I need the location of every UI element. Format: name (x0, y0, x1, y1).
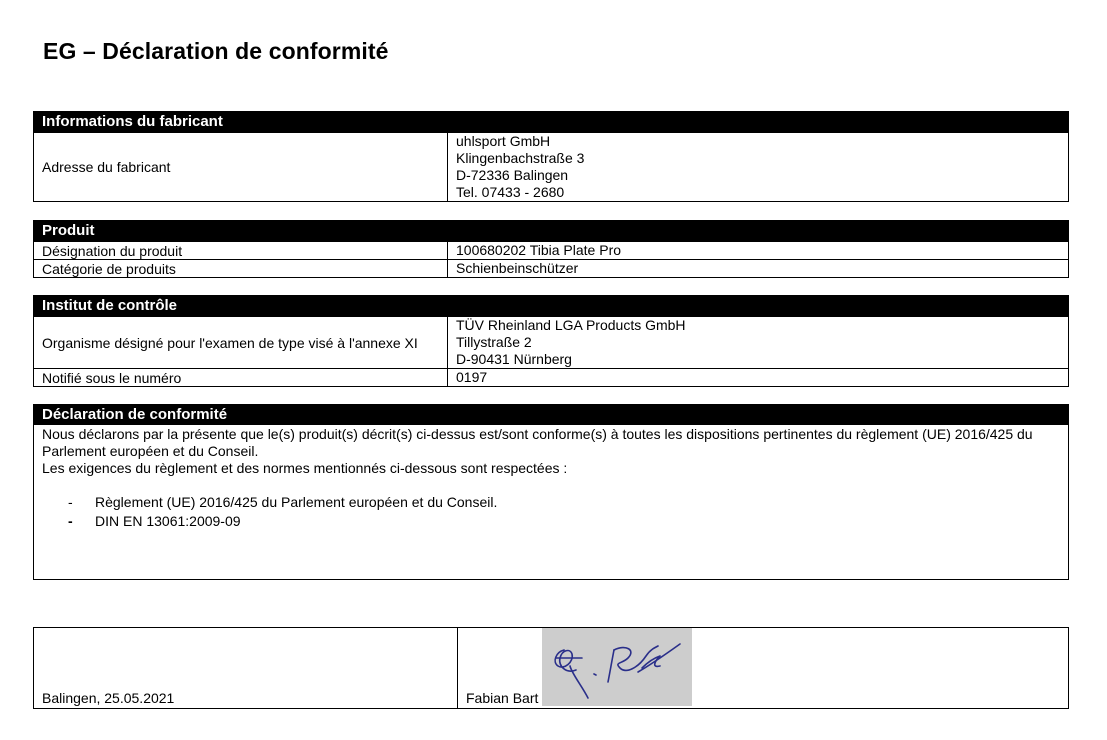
notified-body-label: Organisme désigné pour l'examen de type visé à l'annexe XI (34, 317, 448, 368)
notified-body-line: TÜV Rheinland LGA Products GmbH (456, 317, 686, 333)
institute-header: Institut de contrôle (34, 296, 1068, 316)
product-designation-value: 100680202 Tibia Plate Pro (456, 242, 622, 258)
institute-section (33, 295, 1069, 387)
product-header: Produit (34, 221, 1068, 241)
manufacturer-address-label: Adresse du fabricant (34, 133, 448, 201)
address-line: Tel. 07433 - 2680 (456, 184, 565, 200)
product-designation-label: Désignation du produit (34, 242, 448, 259)
address-line: uhlsport GmbH (456, 133, 551, 149)
declaration-paragraph: Nous déclarons par la présente que le(s) produit(s) décrit(s) ci-dessus est/sont conforme(s) à toutes les dispositions pertinentes du règlement (UE) 2016/425 du Parlement européen et du Conseil. (42, 426, 1033, 459)
signer-name: Fabian Bart (466, 690, 539, 706)
list-item (42, 493, 1060, 512)
page-title: EG – Déclaration de conformité (43, 38, 389, 64)
list-dash: - (68, 513, 73, 529)
standards-list (42, 493, 1060, 531)
product-category-value: Schienbeinschützer (456, 260, 579, 276)
address-line: Klingenbachstraße 3 (456, 150, 585, 166)
declaration-section (33, 404, 1069, 580)
handwritten-signature (542, 628, 692, 706)
manufacturer-header: Informations du fabricant (34, 112, 1068, 132)
place-date: Balingen, 25.05.2021 (42, 690, 175, 706)
notified-body-value (448, 317, 1068, 368)
manufacturer-section (33, 111, 1069, 202)
notified-number-label: Notifié sous le numéro (34, 369, 448, 386)
list-item-text: Règlement (UE) 2016/425 du Parlement européen et du Conseil. (95, 494, 498, 510)
list-item-text: DIN EN 13061:2009-09 (95, 513, 241, 529)
manufacturer-address-value (448, 133, 1068, 201)
signer-cell (458, 628, 1068, 708)
notified-body-line: Tillystraße 2 (456, 334, 532, 350)
notified-number-value: 0197 (456, 369, 488, 385)
list-item (42, 512, 1060, 531)
notified-body-line: D-90431 Nürnberg (456, 351, 572, 367)
product-section (33, 220, 1069, 278)
declaration-requirements: Les exigences du règlement et des normes mentionnés ci-dessous sont respectées : (42, 460, 568, 476)
list-dash: - (68, 494, 73, 510)
signature-table (33, 627, 1069, 709)
declaration-header: Déclaration de conformité (34, 405, 1068, 425)
address-line: D-72336 Balingen (456, 167, 569, 183)
product-category-label: Catégorie de produits (34, 260, 448, 277)
place-date-cell (34, 628, 458, 708)
